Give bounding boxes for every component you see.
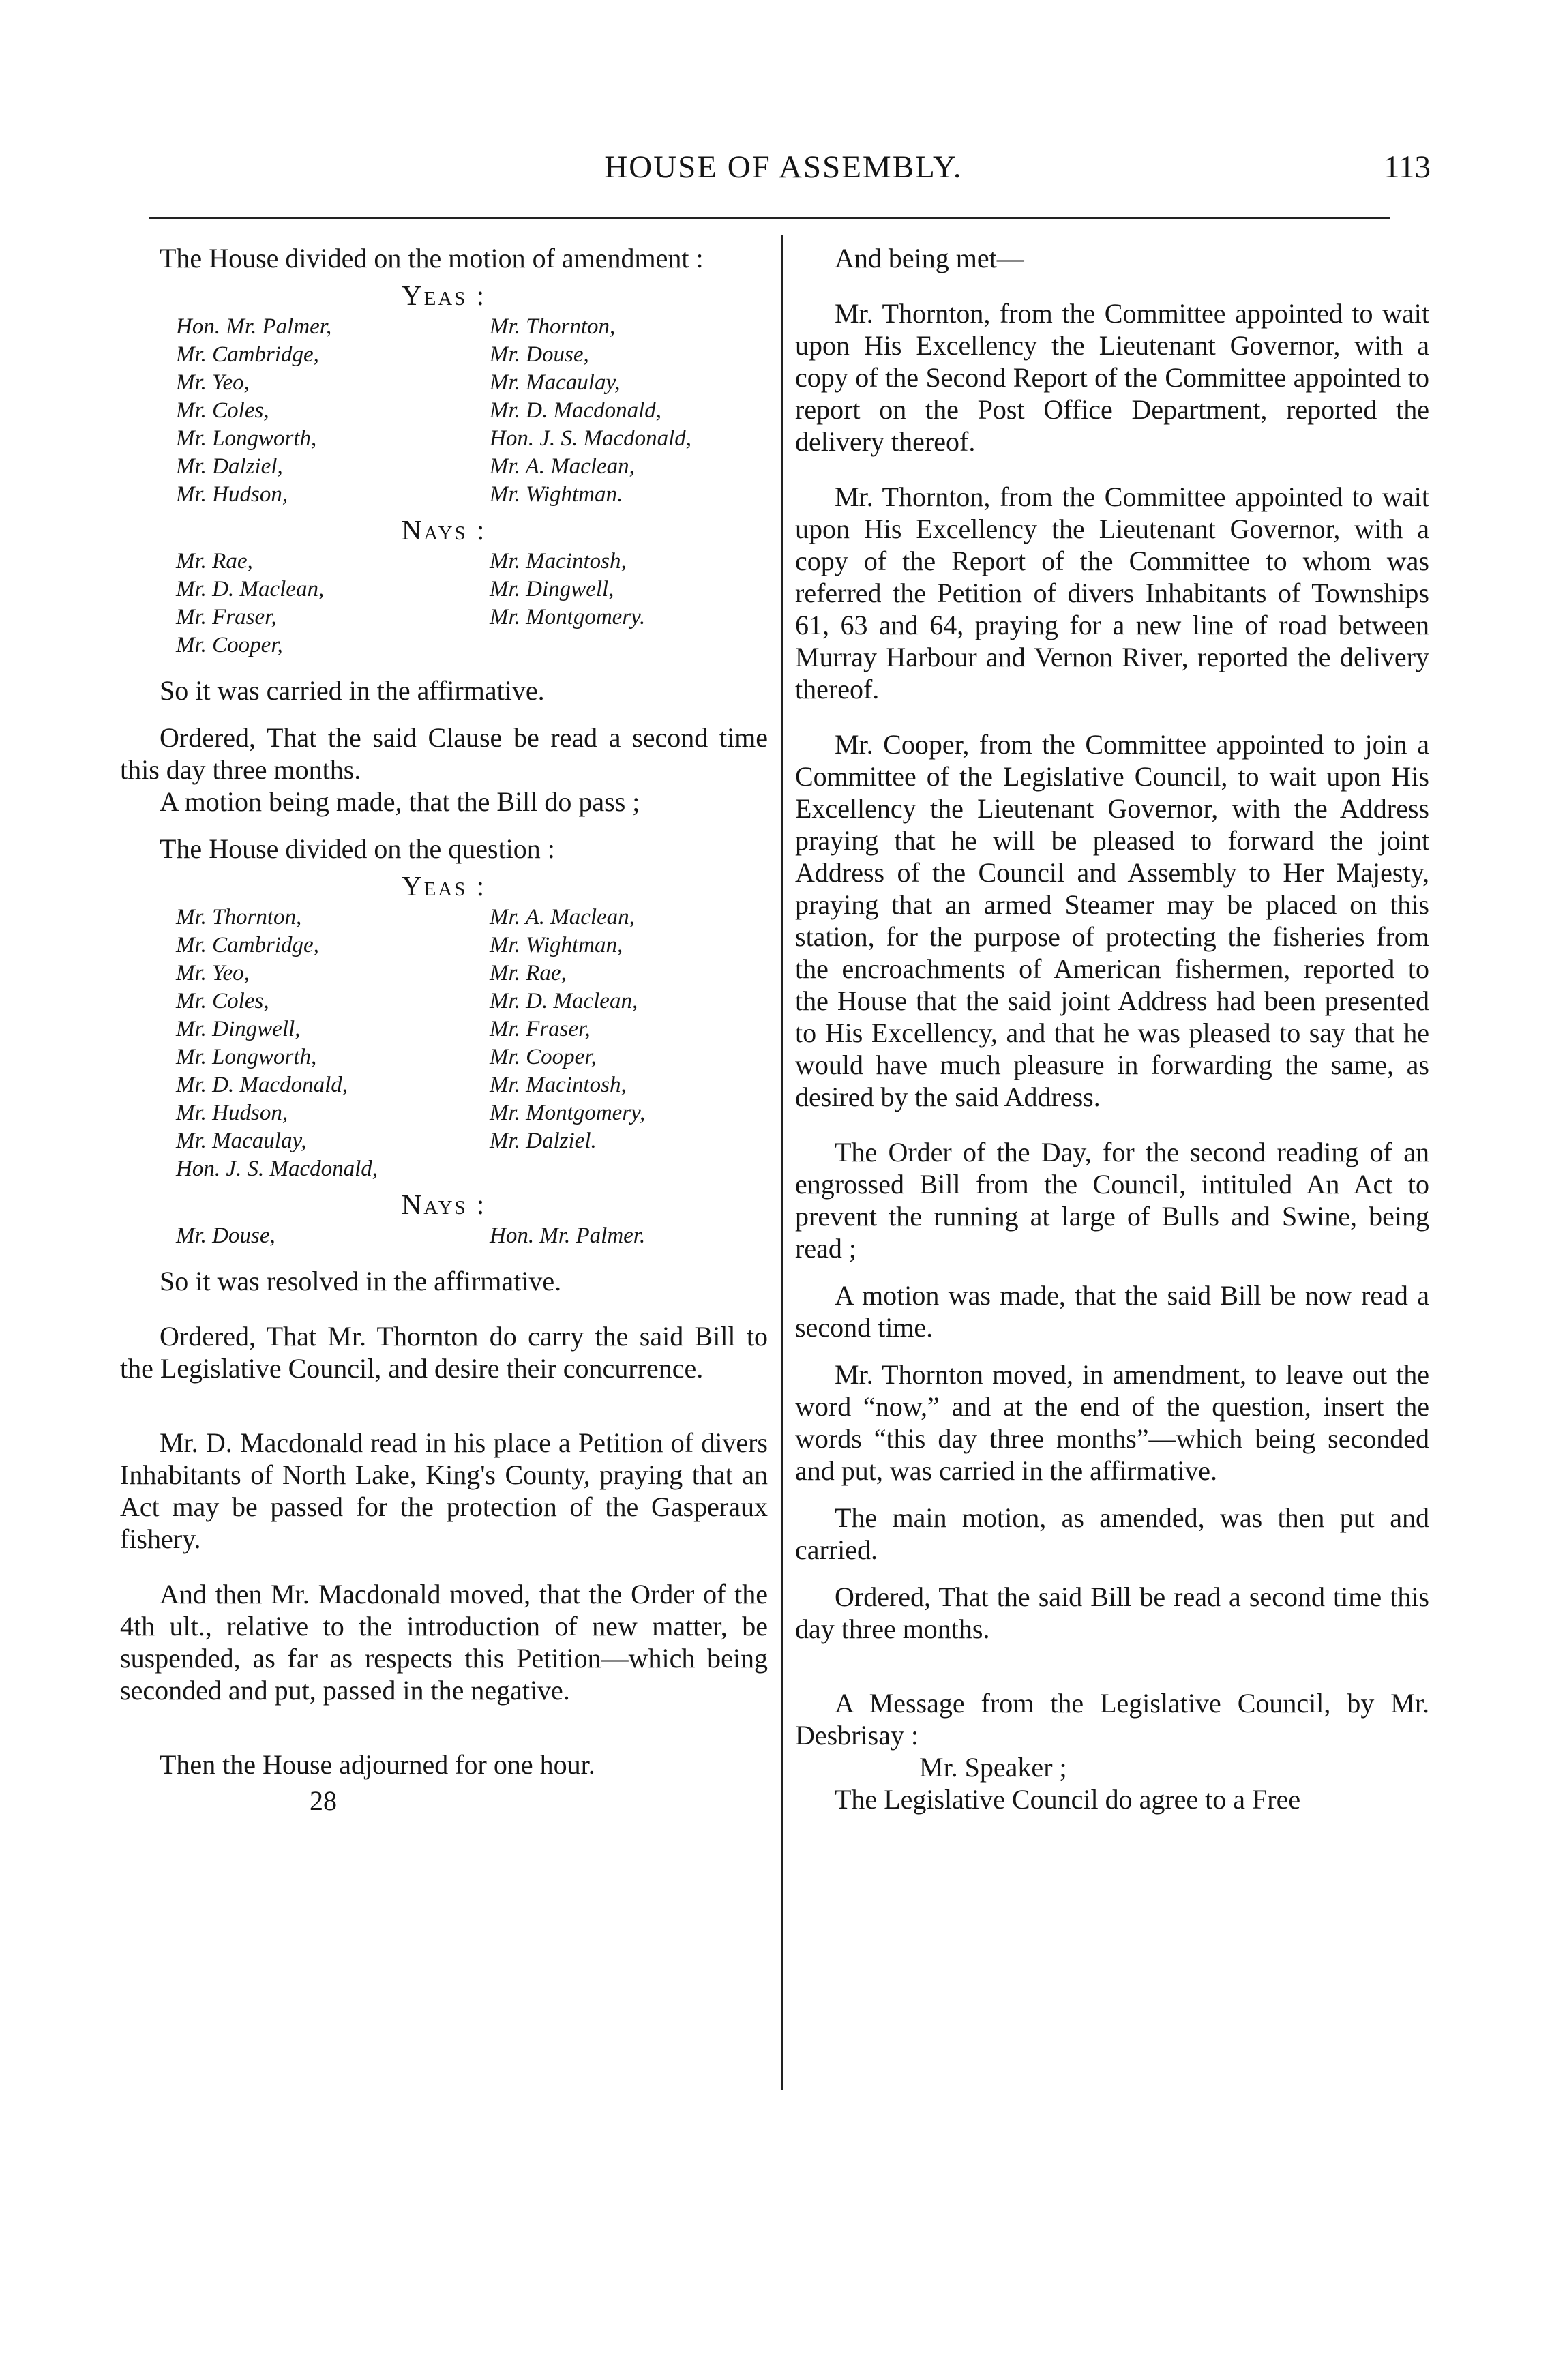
paragraph-adjourned: Then the House adjourned for one hour. bbox=[160, 1749, 595, 1780]
paragraph-main-motion: The main motion, as amended, was then put and carried. bbox=[795, 1502, 1429, 1565]
member-name: Mr. Cooper, bbox=[176, 633, 283, 657]
member-name: Mr. Thornton, bbox=[176, 905, 302, 929]
member-name: Mr. D. Macdonald, bbox=[176, 1073, 348, 1097]
signature-mark: 28 bbox=[310, 1785, 337, 1816]
member-name: Mr. Douse, bbox=[490, 342, 589, 367]
yeas-heading: Yeas : bbox=[401, 870, 487, 902]
member-name: Mr. Thornton, bbox=[490, 314, 616, 339]
division-intro: The House divided on the motion of amendment : bbox=[160, 243, 704, 273]
member-name: Mr. Coles, bbox=[176, 398, 269, 423]
page-number: 113 bbox=[1384, 149, 1431, 185]
member-name: Mr. Rae, bbox=[176, 549, 253, 574]
paragraph-cooper-address: Mr. Cooper, from the Committee appointed to join a Committee of the Legislative Council, to wait upon His Excellency the Lieutenant Governor, with the Address praying that he will be pleased to forward the joint Address of the Council and Assembly to Her Majesty, praying that an armed Steamer may be placed on this station, for the purpose of protecting the fisheries from the encroachments of American fishermen, reported to the House that the said joint Address had been presented to His Excellency, and that he was pleased to say that he would have much pleasure in forwarding the same, as desired by the said Address. bbox=[795, 729, 1429, 1112]
paragraph-council-agree: The Legislative Council do agree to a Free bbox=[835, 1784, 1301, 1815]
member-name bbox=[490, 1155, 803, 1183]
nays-heading: Nays : bbox=[401, 1189, 487, 1220]
member-name: Mr. Macintosh, bbox=[490, 549, 627, 574]
member-name: Mr. Longworth, bbox=[176, 426, 317, 451]
member-name: Mr. Macaulay, bbox=[176, 1129, 307, 1153]
member-name: Hon. Mr. Palmer, bbox=[176, 314, 332, 339]
member-name: Mr. Montgomery, bbox=[490, 1101, 646, 1125]
paragraph-carried: So it was carried in the affirmative. bbox=[160, 675, 545, 706]
member-name: Mr. D. Macdonald, bbox=[490, 398, 662, 423]
member-name: Hon. J. S. Macdonald, bbox=[176, 1157, 378, 1181]
member-name: Mr. Hudson, bbox=[176, 482, 288, 507]
yeas-list bbox=[176, 904, 768, 1183]
member-name: Mr. Cambridge, bbox=[176, 933, 319, 957]
member-name: Mr. Wightman, bbox=[490, 933, 623, 957]
paragraph-motion-second-reading: A motion was made, that the said Bill be now read a second time. bbox=[795, 1280, 1429, 1343]
paragraph-petition: Mr. D. Macdonald read in his place a Petition of divers Inhabitants of North Lake, King's County, praying that an Act may be passed for the protection of the Gasperaux fishery. bbox=[120, 1427, 768, 1554]
paragraph-met: And being met— bbox=[835, 243, 1024, 273]
member-name: Mr. Hudson, bbox=[176, 1101, 288, 1125]
running-head bbox=[0, 149, 1567, 192]
member-name: Mr. Yeo, bbox=[176, 961, 250, 985]
paragraph-speaker: Mr. Speaker ; bbox=[919, 1752, 1067, 1783]
paragraph-resolved: So it was resolved in the affirmative. bbox=[160, 1266, 562, 1296]
member-name: Mr. Dingwell, bbox=[176, 1017, 301, 1041]
member-name: Mr. Cooper, bbox=[490, 1045, 597, 1069]
member-name: Mr. Yeo, bbox=[176, 370, 250, 395]
member-name: Mr. D. Maclean, bbox=[176, 577, 325, 601]
paragraph-divided: The House divided on the question : bbox=[160, 833, 555, 864]
paragraph-ordered-carry: Ordered, That Mr. Thornton do carry the said Bill to the Legislative Council, and desire their concurrence. bbox=[120, 1321, 768, 1384]
member-name: Mr. Fraser, bbox=[490, 1017, 591, 1041]
yeas-heading: Yeas : bbox=[401, 280, 487, 311]
nays-list bbox=[176, 1222, 768, 1250]
header-rule bbox=[149, 217, 1390, 219]
member-name: Hon. J. S. Macdonald, bbox=[490, 426, 692, 451]
member-name: Mr. Dingwell, bbox=[490, 577, 614, 601]
paragraph-thornton-post-office: Mr. Thornton, from the Committee appointed to wait upon His Excellency the Lieutenant Governor, with a copy of the Second Report of the Committee appointed to report on the Post Office Department, reported the delivery thereof. bbox=[795, 298, 1429, 457]
paragraph-ordered-clause: Ordered, That the said Clause be read a second time this day three months. bbox=[120, 722, 768, 785]
member-name: Mr. A. Maclean, bbox=[490, 905, 635, 929]
member-name: Mr. D. Maclean, bbox=[490, 989, 638, 1013]
member-name: Mr. Fraser, bbox=[176, 605, 277, 629]
paragraph-moved: And then Mr. Macdonald moved, that the Order of the 4th ult., relative to the introduction of new matter, be suspended, as far as respects this Petition—which being seconded and put, passed in the negative. bbox=[120, 1579, 768, 1706]
paragraph-message: A Message from the Legislative Council, by Mr. Desbrisay : bbox=[795, 1688, 1429, 1751]
member-name: Mr. Macaulay, bbox=[490, 370, 621, 395]
nays-heading: Nays : bbox=[401, 514, 487, 546]
member-name: Mr. A. Maclean, bbox=[490, 454, 635, 479]
left-column bbox=[120, 242, 768, 1817]
member-name: Mr. Macintosh, bbox=[490, 1073, 627, 1097]
member-name: Mr. Rae, bbox=[490, 961, 567, 985]
member-name: Hon. Mr. Palmer. bbox=[490, 1223, 646, 1248]
member-name: Mr. Wightman. bbox=[490, 482, 623, 507]
member-name: Mr. Cambridge, bbox=[176, 342, 319, 367]
paragraph-motion-pass: A motion being made, that the Bill do pass ; bbox=[160, 786, 640, 817]
member-name: Mr. Dalziel. bbox=[490, 1129, 597, 1153]
yeas-list bbox=[176, 313, 768, 509]
paragraph-order-of-day: The Order of the Day, for the second reading of an engrossed Bill from the Council, intituled An Act to prevent the running at large of Bulls and Swine, being read ; bbox=[795, 1137, 1429, 1264]
member-name: Mr. Dalziel, bbox=[176, 454, 283, 479]
member-name: Mr. Coles, bbox=[176, 989, 269, 1013]
member-name: Mr. Douse, bbox=[176, 1223, 275, 1248]
right-column bbox=[795, 242, 1429, 1815]
paragraph-ordered-bill: Ordered, That the said Bill be read a second time this day three months. bbox=[795, 1581, 1429, 1644]
paragraph-thornton-road: Mr. Thornton, from the Committee appointed to wait upon His Excellency the Lieutenant Governor, with a copy of the Report of the Committee to whom was referred the Petition of divers Inhabitants of Townships 61, 63 and 64, praying for a new line of road between Murray Harbour and Vernon River, reported the delivery thereof. bbox=[795, 481, 1429, 704]
nays-list bbox=[176, 548, 768, 659]
member-name bbox=[490, 631, 803, 659]
page-title: HOUSE OF ASSEMBLY. bbox=[604, 149, 963, 185]
member-name: Mr. Longworth, bbox=[176, 1045, 317, 1069]
member-name: Mr. Montgomery. bbox=[490, 605, 646, 629]
paragraph-thornton-amendment: Mr. Thornton moved, in amendment, to leave out the word “now,” and at the end of the question, insert the words “this day three months”—which being seconded and put, was carried in the affirmative. bbox=[795, 1359, 1429, 1486]
